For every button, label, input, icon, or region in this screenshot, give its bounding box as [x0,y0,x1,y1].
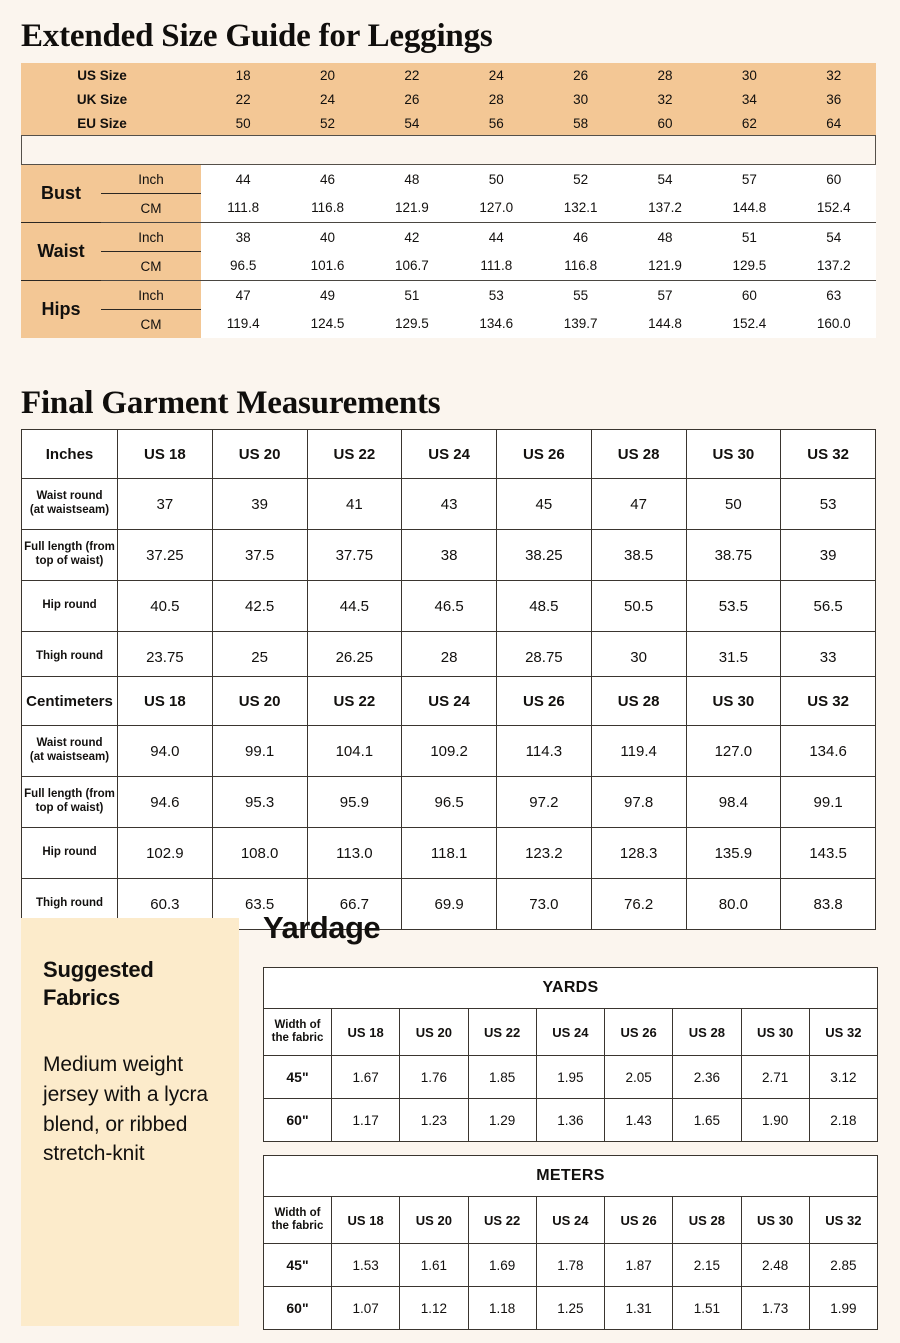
row-label-uk-size: UK Size [21,87,201,111]
cell: 20 [285,63,369,87]
suggested-fabrics-panel [21,918,239,1326]
cell: 26 [539,63,623,87]
corner-label-inches: Inches [22,430,118,479]
column-header: US 24 [402,430,497,479]
cell: 116.8 [539,252,623,281]
cell: 132.1 [539,194,623,223]
table-row [264,1099,878,1142]
column-header: US 26 [497,430,592,479]
table-row [22,726,876,777]
cell: 54 [370,111,454,135]
width-header-line2: the fabric [271,1032,324,1044]
cell: 60 [707,281,791,310]
column-header: US 30 [686,677,781,726]
cell: 58 [539,111,623,135]
cell: 39 [781,530,876,581]
cell: 44.5 [307,581,402,632]
column-header: US 22 [307,677,402,726]
cell: 22 [201,87,285,111]
cell: 42 [370,223,454,252]
cell: 135.9 [686,828,781,879]
column-header: US 18 [118,677,213,726]
cell: 108.0 [212,828,307,879]
cell: 104.1 [307,726,402,777]
cell: 41 [307,479,402,530]
cell: 144.8 [707,194,791,223]
column-header: US 22 [468,1009,536,1056]
cell: 116.8 [285,194,369,223]
column-header: US 24 [402,677,497,726]
column-header: US 32 [781,677,876,726]
yardage-meters-table [263,1155,878,1330]
cell: 99.1 [212,726,307,777]
cell: 43 [402,479,497,530]
table-row [21,310,876,339]
cell: 56.5 [781,581,876,632]
cell: 63.5 [212,879,307,930]
table-header-row [22,677,876,726]
row-label-line1: Full length (from [24,788,115,801]
cell: 96.5 [201,252,285,281]
cell: 111.8 [454,252,538,281]
cell: 48 [370,165,454,194]
cell: 24 [454,63,538,87]
cell: 38 [402,530,497,581]
cell: 1.43 [605,1099,673,1142]
corner-label-centimeters: Centimeters [22,677,118,726]
cell: 38 [201,223,285,252]
cell: 80.0 [686,879,781,930]
row-label-line2: (at waistseam) [29,751,110,763]
cell: 22 [370,63,454,87]
row-label-45in: 45" [264,1244,332,1287]
cell: 28 [454,87,538,111]
section-title-final-garment: Final Garment Measurements [21,385,441,421]
cell: 114.3 [497,726,592,777]
cell: 50 [686,479,781,530]
cell: 54 [623,165,707,194]
column-header: US 24 [536,1197,604,1244]
column-header: US 28 [673,1009,741,1056]
cell: 97.2 [497,777,592,828]
cell: 1.69 [468,1244,536,1287]
cell: 102.9 [118,828,213,879]
cell: 18 [201,63,285,87]
table-row [21,111,876,135]
cell: 73.0 [497,879,592,930]
cell: 49 [285,281,369,310]
table-row [22,581,876,632]
cell: 1.85 [468,1056,536,1099]
cell: 38.5 [591,530,686,581]
cell: 28 [402,632,497,683]
cell: 34 [707,87,791,111]
cell: 50 [201,111,285,135]
table-row [22,777,876,828]
row-label [22,479,118,530]
table-row [264,1287,878,1330]
cell: 54 [792,223,876,252]
table-header-row [264,1009,878,1056]
column-header: US 18 [118,430,213,479]
column-header: US 18 [332,1197,400,1244]
cell: 3.12 [809,1056,877,1099]
cell: 60 [623,111,707,135]
cell: 37.75 [307,530,402,581]
garment-measurements-inches-table [21,429,876,683]
unit-label-inch: Inch [101,223,201,252]
cell: 1.12 [400,1287,468,1330]
size-conversion-block [21,63,876,338]
width-of-fabric-header [264,1009,332,1056]
cell: 95.3 [212,777,307,828]
cell: 127.0 [454,194,538,223]
column-header: US 22 [468,1197,536,1244]
blank-separator-box [21,135,876,165]
cell: 53 [454,281,538,310]
cell: 57 [707,165,791,194]
column-header: US 28 [591,430,686,479]
row-label-line2: top of waist) [35,802,104,814]
cell: 152.4 [707,310,791,339]
cell: 55 [539,281,623,310]
cell: 1.25 [536,1287,604,1330]
cell: 139.7 [539,310,623,339]
cell: 56 [454,111,538,135]
cell: 30 [591,632,686,683]
cell: 47 [591,479,686,530]
cell: 1.23 [400,1099,468,1142]
table-row [21,194,876,223]
cell: 44 [454,223,538,252]
table-row [22,479,876,530]
cell: 30 [539,87,623,111]
cell: 39 [212,479,307,530]
cell: 63 [792,281,876,310]
cell: 46.5 [402,581,497,632]
row-label: Thigh round [22,879,118,930]
cell: 52 [539,165,623,194]
column-header: US 20 [212,430,307,479]
column-header: US 28 [591,677,686,726]
cell: 1.78 [536,1244,604,1287]
cell: 36 [792,87,876,111]
cell: 2.48 [741,1244,809,1287]
cell: 106.7 [370,252,454,281]
cell: 97.8 [591,777,686,828]
row-label-line2: top of waist) [35,555,104,567]
cell: 160.0 [792,310,876,339]
cell: 51 [707,223,791,252]
cell: 51 [370,281,454,310]
yardage-caption-yards: YARDS [264,968,878,1009]
unit-label-inch: Inch [101,165,201,194]
cell: 109.2 [402,726,497,777]
row-label: Thigh round [22,632,118,683]
row-label [22,777,118,828]
cell: 1.07 [332,1287,400,1330]
cell: 60.3 [118,879,213,930]
cell: 121.9 [370,194,454,223]
table-row [21,252,876,281]
cell: 32 [792,63,876,87]
cell: 121.9 [623,252,707,281]
cell: 46 [539,223,623,252]
row-label-line2: (at waistseam) [29,504,110,516]
row-label-60in: 60" [264,1287,332,1330]
row-label-eu-size: EU Size [21,111,201,135]
cell: 1.99 [809,1287,877,1330]
group-label-hips: Hips [21,281,101,339]
width-header-line1: Width of [274,1018,321,1031]
cell: 128.3 [591,828,686,879]
cell: 28.75 [497,632,592,683]
cell: 38.25 [497,530,592,581]
cell: 1.61 [400,1244,468,1287]
table-row [22,530,876,581]
column-header: US 30 [741,1009,809,1056]
cell: 137.2 [623,194,707,223]
column-header: US 32 [781,430,876,479]
cell: 2.05 [605,1056,673,1099]
cell: 119.4 [591,726,686,777]
cell: 1.73 [741,1287,809,1330]
cell: 64 [792,111,876,135]
cell: 53 [781,479,876,530]
row-label-us-size: US Size [21,63,201,87]
cell: 28 [623,63,707,87]
table-row [21,223,876,252]
cell: 37.25 [118,530,213,581]
cell: 1.31 [605,1287,673,1330]
cell: 98.4 [686,777,781,828]
cell: 1.90 [741,1099,809,1142]
cell: 1.18 [468,1287,536,1330]
cell: 129.5 [370,310,454,339]
suggested-fabrics-title: Suggested Fabrics [43,957,154,1010]
table-caption-row [264,968,878,1009]
cell: 94.0 [118,726,213,777]
cell: 26 [370,87,454,111]
cell: 1.65 [673,1099,741,1142]
cell: 33 [781,632,876,683]
cell: 1.36 [536,1099,604,1142]
table-row [21,165,876,194]
cell: 23.75 [118,632,213,683]
cell: 1.17 [332,1099,400,1142]
cell: 1.76 [400,1056,468,1099]
column-header: US 22 [307,430,402,479]
cell: 76.2 [591,879,686,930]
cell: 30 [707,63,791,87]
table-row [22,828,876,879]
cell: 152.4 [792,194,876,223]
column-header: US 24 [536,1009,604,1056]
cell: 40.5 [118,581,213,632]
cell: 50 [454,165,538,194]
row-label [22,530,118,581]
cell: 1.51 [673,1287,741,1330]
cell: 119.4 [201,310,285,339]
cell: 40 [285,223,369,252]
column-header: US 28 [673,1197,741,1244]
cell: 111.8 [201,194,285,223]
row-label: Hip round [22,828,118,879]
cell: 2.85 [809,1244,877,1287]
cell: 1.67 [332,1056,400,1099]
cell: 113.0 [307,828,402,879]
column-header: US 26 [605,1009,673,1056]
yardage-yards-table [263,967,878,1142]
cell: 48 [623,223,707,252]
cell: 1.87 [605,1244,673,1287]
cell: 1.53 [332,1244,400,1287]
cell: 137.2 [792,252,876,281]
cell: 66.7 [307,879,402,930]
cell: 99.1 [781,777,876,828]
row-label-line1: Waist round [36,490,103,503]
cell: 118.1 [402,828,497,879]
row-label-line1: Full length (from [24,541,115,554]
unit-label-cm: CM [101,252,201,281]
section-title-yardage: Yardage [263,910,381,945]
cell: 42.5 [212,581,307,632]
column-header: US 26 [605,1197,673,1244]
row-label: Hip round [22,581,118,632]
column-header: US 30 [741,1197,809,1244]
table-row [22,632,876,683]
yardage-caption-meters: METERS [264,1156,878,1197]
cell: 2.71 [741,1056,809,1099]
column-header: US 20 [212,677,307,726]
cell: 143.5 [781,828,876,879]
table-row [21,281,876,310]
garment-measurements-centimeters-table [21,676,876,930]
width-header-line1: Width of [274,1206,321,1219]
cell: 38.75 [686,530,781,581]
table-row [264,1244,878,1287]
cell: 46 [285,165,369,194]
cell: 83.8 [781,879,876,930]
table-header-row [264,1197,878,1244]
unit-label-inch: Inch [101,281,201,310]
cell: 44 [201,165,285,194]
cell: 69.9 [402,879,497,930]
column-header: US 30 [686,430,781,479]
cell: 2.36 [673,1056,741,1099]
cell: 25 [212,632,307,683]
suggested-fabrics-text: Medium weight jersey with a lycra blend, or ribbed stretch-knit [43,1052,208,1166]
column-header: US 20 [400,1197,468,1244]
unit-label-cm: CM [101,194,201,223]
cell: 37 [118,479,213,530]
size-conversion-table [21,63,876,135]
table-header-row [22,430,876,479]
cell: 127.0 [686,726,781,777]
cell: 60 [792,165,876,194]
cell: 134.6 [454,310,538,339]
cell: 94.6 [118,777,213,828]
cell: 123.2 [497,828,592,879]
cell: 2.18 [809,1099,877,1142]
cell: 45 [497,479,592,530]
cell: 124.5 [285,310,369,339]
cell: 31.5 [686,632,781,683]
column-header: US 20 [400,1009,468,1056]
table-row [21,63,876,87]
cell: 144.8 [623,310,707,339]
cell: 101.6 [285,252,369,281]
cell: 57 [623,281,707,310]
cell: 62 [707,111,791,135]
group-label-waist: Waist [21,223,101,281]
cell: 53.5 [686,581,781,632]
cell: 37.5 [212,530,307,581]
unit-label-cm: CM [101,310,201,339]
table-row [264,1056,878,1099]
body-measurements-table [21,165,876,338]
cell: 1.29 [468,1099,536,1142]
column-header: US 32 [809,1197,877,1244]
table-row [21,87,876,111]
cell: 2.15 [673,1244,741,1287]
row-label-line1: Waist round [36,737,103,750]
row-label-45in: 45" [264,1056,332,1099]
row-label-60in: 60" [264,1099,332,1142]
cell: 96.5 [402,777,497,828]
width-header-line2: the fabric [271,1220,324,1232]
cell: 1.95 [536,1056,604,1099]
cell: 129.5 [707,252,791,281]
column-header: US 18 [332,1009,400,1056]
table-caption-row [264,1156,878,1197]
page-title: Extended Size Guide for Leggings [21,18,493,54]
cell: 24 [285,87,369,111]
group-label-bust: Bust [21,165,101,223]
row-label [22,726,118,777]
cell: 48.5 [497,581,592,632]
cell: 32 [623,87,707,111]
width-of-fabric-header [264,1197,332,1244]
cell: 26.25 [307,632,402,683]
cell: 50.5 [591,581,686,632]
column-header: US 26 [497,677,592,726]
cell: 95.9 [307,777,402,828]
column-header: US 32 [809,1009,877,1056]
cell: 52 [285,111,369,135]
cell: 47 [201,281,285,310]
cell: 134.6 [781,726,876,777]
